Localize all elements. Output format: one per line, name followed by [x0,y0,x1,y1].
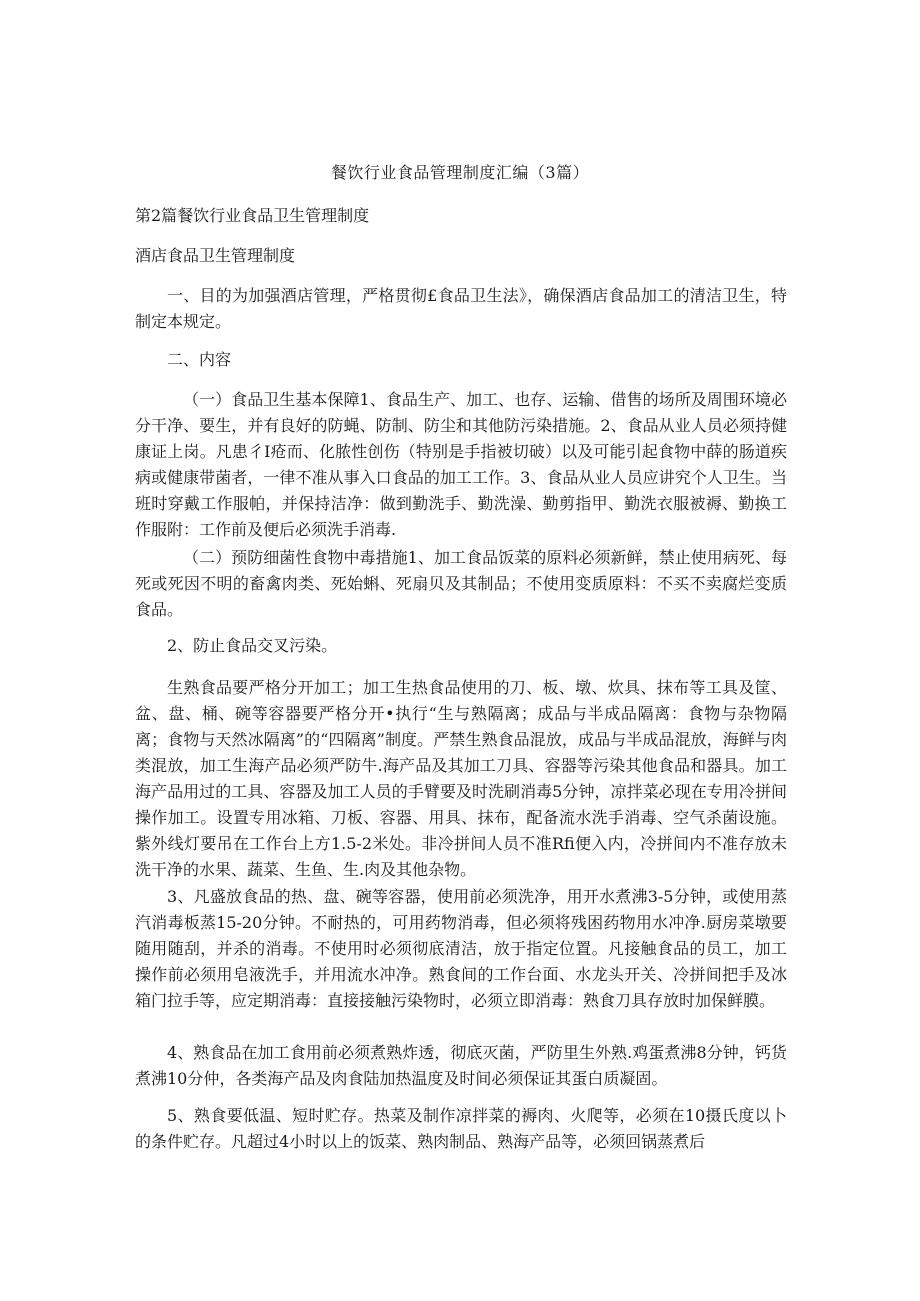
paragraph-poisoning-prevention: （二）预防细菌性食物中毒措施1、加工食品饭菜的原料必须新鲜，禁止使用病死、每死或死因不明的畜禽肉类、死始蝌、死扇贝及其制品；不使用变质原料：不买不卖腐烂变质食品。 [135,548,787,619]
paragraph-container-disinfection: 3、凡盛放食品的热、盘、碗等容器，使用前必须洗净，用开水煮沸3-5分钟，或使用蒸汽消毒板蒸15-20分钟。不耐热的，可用药物消毒，但必须将残困药物用水冲净.厨房菜墩要随用随刮，并杀的消毒。不使用时必须彻底清洁，放于指定位置。凡接触食品的员工，加工操作前必须用皂液洗手，并用流水冲净。熟食间的工作台面、水龙头开关、冷拼间把手及冰箱门拉手等，应定期消毒：直接接触污染物时，必须立即消毒：熟食刀具存放时加保鲜膜。 [135,887,787,1010]
paragraph-purpose: 一、目的为加强酒店管理，严格贯彻£食品卫生法》，确保酒店食品加工的清洁卫生，特制定本规定。 [135,286,787,331]
paragraph-raw-cooked-separation: 生熟食品要严格分开加工；加工生热食品使用的刀、板、墩、炊具、抹布等工具及筐、盆、盘、桶、碗等容器要严格分开•执行“生与熟隔离；成品与半成品隔离：食物与杂物隔离；食物与天然冰隔离”的“四隔离”制度。严禁生熟食品混放，成品与半成品混放，海鲜与肉类混放，加工生海产品必须严防牛.海产品及其加工刀具、容器等污染其他食品和器具。加工海产品用过的工具、容器及加工人员的手臂要及时洗刷消毒5分钟，凉拌菜必现在专用冷拼间操作加工。设置专用冰箱、刀板、容器、用具、抹布，配备流水洗手消毒、空气杀菌设施。紫外线灯要吊在工作台上方1.5-2米处。非冷拼间人员不准Rfi便入内，冷拼间内不准存放未洗干净的水果、蔬菜、生鱼、生.肉及其他杂物。 [135,678,787,879]
paragraph-cross-contamination: 2、防止食品交叉污染。 [167,636,338,655]
paragraph-thorough-cooking: 4、熟食品在加工食用前必须煮熟炸透，彻底灭菌，严防里生外熟.鸡蛋煮沸8分钟，钙货煮沸10分仲，各类海产品及肉食陆加热温度及时间必须保证其蛋白质凝固。 [135,1043,787,1088]
paragraph-cold-storage: 5、熟食要低温、短时贮存。热菜及制作凉拌菜的褥肉、火爬等，必须在10摄氏度以卜的条件贮存。凡超过4小时以上的饭菜、熟肉制品、熟海产品等，必须回锅蒸煮后 [135,1106,787,1151]
chapter-heading: 第2篇餐饮行业食品卫生管理制度 [135,206,370,225]
sub-heading: 酒店食品卫生管理制度 [135,246,296,265]
document-title: 餐饮行业食品管理制度汇编（3篇） [330,163,590,182]
paragraph-content-heading: 二、内容 [167,350,232,369]
paragraph-basic-guarantee: （一）食品卫生基本保障1、食品生产、加工、也存、运输、借售的场所及周围环境必分干净、要生，并有良好的防蝇、防制、防尘和其他防污染措施。2、食品从业人员必须持健康证上岗。凡患彳I疮而、化脓性创伤（特别是手指被切破）以及可能引起食物中薛的肠道疾病或健康带菌者，一律不准从事入口食品的加工工作。3、食品从业人员应讲究个人卫生。当班时穿戴工作服帕，并保持洁净：做到勤洗手、勤洗澡、勤剪指甲、勤洗衣服被褥、勤换工作服附：工作前及便后必须洗手消毒. [135,390,787,539]
